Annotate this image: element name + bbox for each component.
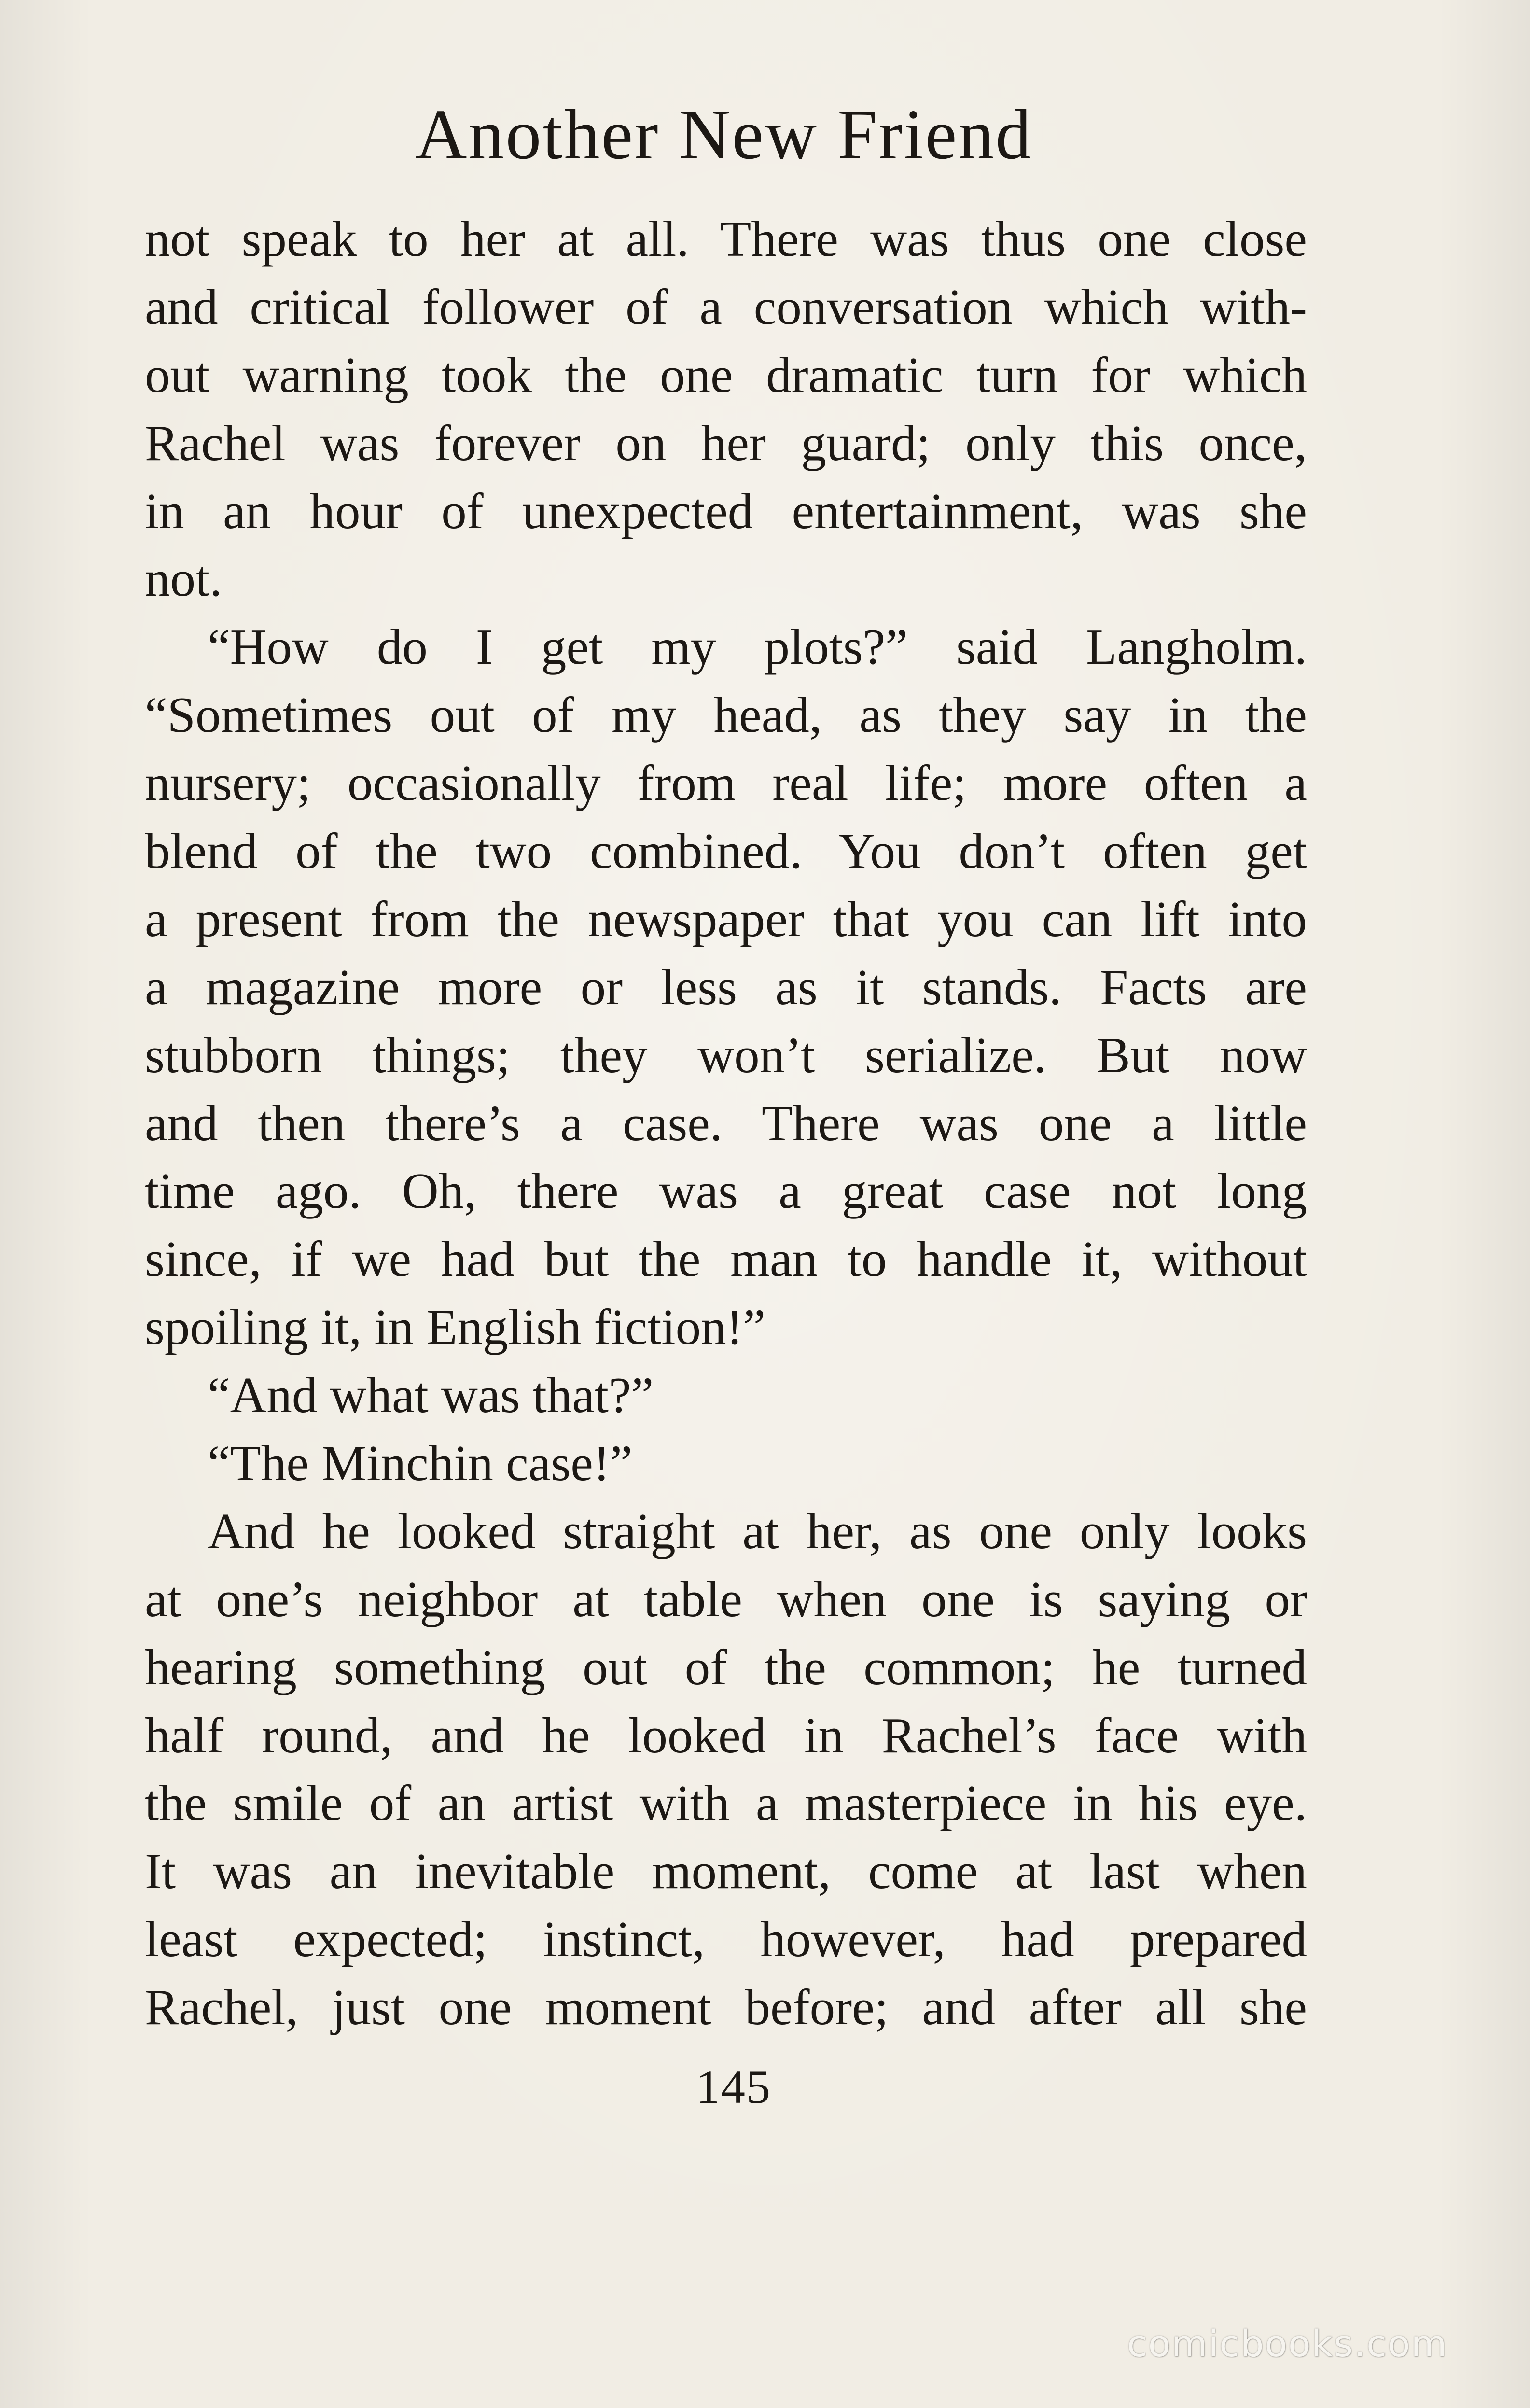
text-line: out warning took the one dramatic turn for which (145, 346, 1307, 403)
text-line: “Sometimes out of my head, as they say in the (145, 686, 1307, 743)
text-line: It was an inevitable moment, come at last when (145, 1843, 1307, 1900)
running-head: Another New Friend (415, 95, 1033, 174)
text-line: the smile of an artist with a masterpiece in his eye. (145, 1775, 1307, 1832)
body-text (145, 205, 1307, 2042)
text-line: Rachel was forever on her guard; only this once, (145, 414, 1307, 471)
page-number: 145 (696, 2060, 771, 2114)
text-line: “How do I get my plots?” said Langholm. (208, 618, 1307, 675)
text-line: stubborn things; they won’t serialize. But now (145, 1026, 1307, 1083)
text-line: least expected; instinct, however, had prepared (145, 1911, 1307, 1968)
text-line: spoiling it, in English fiction!” (145, 1299, 766, 1356)
text-line: a present from the newspaper that you can lift into (145, 890, 1307, 947)
text-line: And he looked straight at her, as one only looks (208, 1502, 1307, 1559)
text-line: “The Minchin case!” (208, 1435, 633, 1492)
text-line: time ago. Oh, there was a great case not long (145, 1162, 1307, 1219)
text-line: at one’s neighbor at table when one is saying or (145, 1570, 1307, 1627)
text-line: not speak to her at all. There was thus one close (145, 210, 1307, 267)
text-line: “And what was that?” (208, 1367, 654, 1424)
text-line: hearing something out of the common; he turned (145, 1638, 1307, 1695)
text-line: blend of the two combined. You don’t often get (145, 823, 1307, 880)
text-line: in an hour of unexpected entertainment, was she (145, 482, 1307, 539)
text-line: nursery; occasionally from real life; more often a (145, 755, 1307, 812)
text-line: since, if we had but the man to handle it, without (145, 1231, 1307, 1288)
text-line: not. (145, 550, 223, 607)
text-line: a magazine more or less as it stands. Facts are (145, 958, 1307, 1015)
watermark: comicbooks.com (1127, 2322, 1448, 2365)
text-line: and then there’s a case. There was one a little (145, 1094, 1307, 1151)
text-line: Rachel, just one moment before; and after all she (145, 1979, 1307, 2036)
text-line: and critical follower of a conversation which with- (145, 278, 1307, 335)
text-line: half round, and he looked in Rachel’s face with (145, 1707, 1307, 1764)
